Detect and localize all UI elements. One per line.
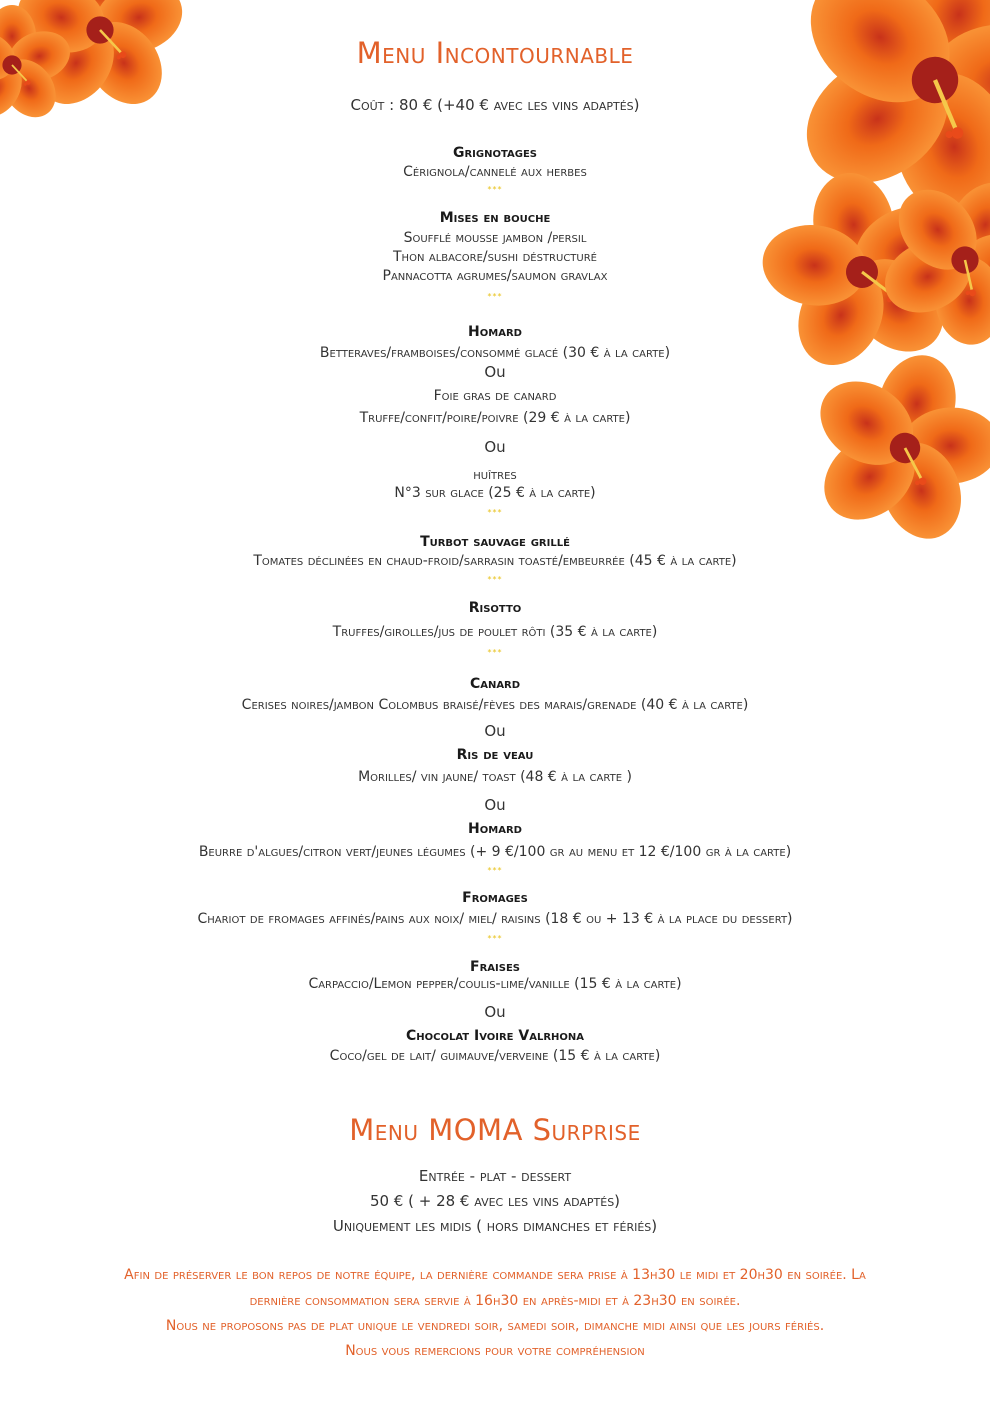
course-heading-ris: Ris de veau <box>456 747 534 763</box>
course-line: Truffe/confit/poire/poivre (29 € à la carte) <box>359 410 631 426</box>
separator: *** <box>487 575 503 584</box>
course-line: Beurre d'algues/citron vert/jeunes légumes (+ 9 €/100 gr au menu et 12 €/100 gr à la carte) <box>198 844 792 860</box>
separator: *** <box>487 508 503 517</box>
course-line: Cérignola/cannelé aux herbes <box>403 164 587 180</box>
course-line: Soufflé mousse jambon /persil <box>403 230 587 246</box>
course-line: Carpaccio/Lemon pepper/coulis-lime/vanille (15 € à la carte) <box>308 976 682 992</box>
course-line: Tomates déclinées en chaud-froid/sarrasin toasté/embeurrée (45 € à la carte) <box>253 553 737 569</box>
course-heading-turbot: Turbot sauvage grillé <box>420 534 570 550</box>
notice-line: Nous vous remercions pour votre compréhension <box>345 1343 645 1359</box>
menu-title: Menu Incontournable <box>356 36 634 70</box>
course-line: Foie gras de canard <box>433 388 557 404</box>
separator: *** <box>487 648 503 657</box>
course-line: Cerises noires/jambon Colombus braisé/fèves des marais/grenade (40 € à la carte) <box>241 697 749 713</box>
course-heading-fromages: Fromages <box>462 890 528 906</box>
course-heading-homard: Homard <box>468 324 522 340</box>
or-label: Ou <box>484 1003 506 1021</box>
course-line: Pannacotta agrumes/saumon gravlax <box>382 268 608 284</box>
course-heading-canard: Canard <box>469 676 521 692</box>
notice-line: Afin de préserver le bon repos de notre équipe, la dernière commande sera prise à 13h30 le midi et 20h30 en soirée. La <box>124 1267 866 1283</box>
separator: *** <box>487 185 503 194</box>
or-label: Ou <box>484 363 506 381</box>
menu-cost: Coût : 80 € (+40 € avec les vins adaptés) <box>350 96 640 114</box>
separator: *** <box>487 866 503 875</box>
course-line: N°3 sur glace (25 € à la carte) <box>394 485 596 501</box>
course-line: Thon albacore/sushi déstructuré <box>393 249 597 265</box>
or-label: Ou <box>484 438 506 456</box>
notice-line: Nous ne proposons pas de plat unique le vendredi soir, samedi soir, dimanche midi ainsi que les jours fériés. <box>165 1318 825 1334</box>
moma-line: 50 € ( + 28 € avec les vins adaptés) <box>369 1192 621 1210</box>
course-line: Coco/gel de lait/ guimauve/verveine (15 € à la carte) <box>329 1048 661 1064</box>
course-line: Morilles/ vin jaune/ toast (48 € à la carte ) <box>358 769 632 785</box>
course-heading-chocolat: Chocolat Ivoire Valrhona <box>405 1028 585 1044</box>
course-line: Betteraves/framboises/consommé glacé (30 € à la carte) <box>319 345 671 361</box>
menu-moma-title: Menu MOMA Surprise <box>349 1113 641 1147</box>
notice-line: dernière consommation sera servie à 16h30 en après-midi et à 23h30 en soirée. <box>249 1293 741 1309</box>
course-line: Chariot de fromages affinés/pains aux noix/ miel/ raisins (18 € ou + 13 € à la place du dessert) <box>197 911 793 927</box>
course-heading-risotto: Risotto <box>468 600 522 616</box>
course-heading-grignotages: Grignotages <box>452 145 537 161</box>
or-label: Ou <box>484 796 506 814</box>
course-heading-homard-2: Homard <box>468 821 522 837</box>
moma-line: Entrée - plat - dessert <box>418 1167 572 1185</box>
or-label: Ou <box>484 722 506 740</box>
course-line: Truffes/girolles/jus de poulet rôti (35 € à la carte) <box>332 624 658 640</box>
course-line: huîtres <box>473 467 517 483</box>
course-heading-mises: Mises en bouche <box>439 210 551 226</box>
course-heading-fraises: Fraises <box>470 959 520 975</box>
separator: *** <box>487 934 503 943</box>
separator: *** <box>487 292 503 301</box>
moma-line: Uniquement les midis ( hors dimanches et fériés) <box>332 1217 658 1235</box>
